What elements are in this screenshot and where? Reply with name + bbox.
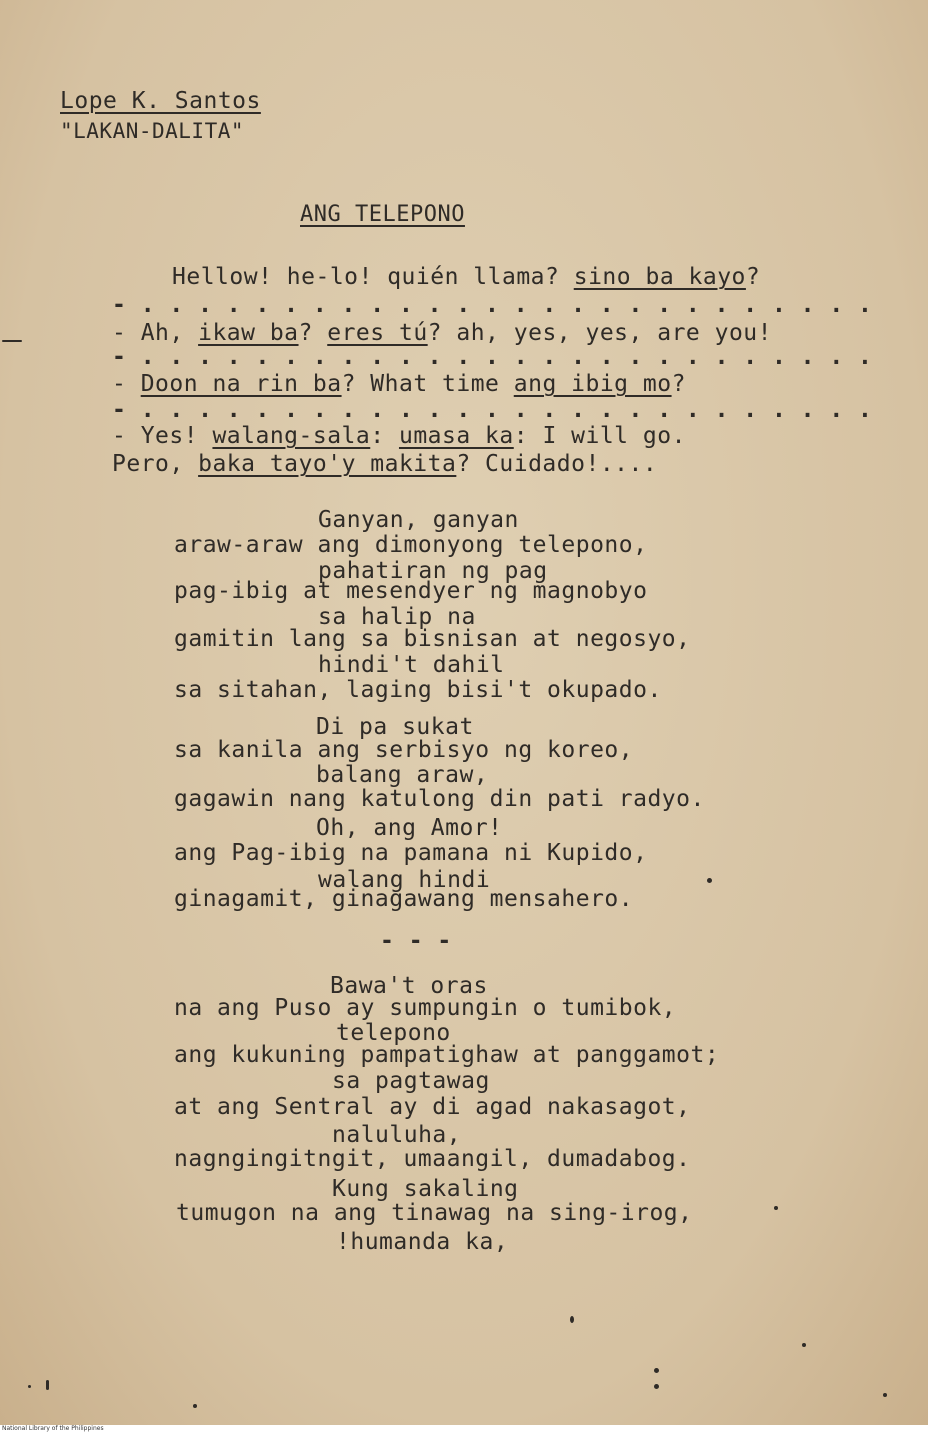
stanza-line: sa pagtawag	[332, 1068, 490, 1094]
stanza-line: Kung sakaling	[332, 1176, 519, 1202]
stanza-line: ginagamit, ginagawang mensahero.	[174, 886, 634, 912]
poem-title: ANG TELEPONO	[300, 202, 465, 227]
dialogue-text: - Yes!	[112, 423, 213, 449]
footer-credit: National Library of the Philippines	[2, 1425, 104, 1432]
dialogue-underlined: sino ba kayo	[573, 264, 746, 290]
stanza-line: sa kanila ang serbisyo ng koreo,	[174, 737, 634, 763]
dialogue-underlined: walang-sala	[212, 423, 371, 449]
stanza-line: Oh, ang Amor!	[316, 815, 503, 841]
dialogue-line-3	[112, 371, 686, 397]
ink-speck	[193, 1404, 197, 1408]
ink-speck	[802, 1343, 806, 1347]
section-separator: - - -	[380, 928, 452, 954]
dialogue-text: ?	[671, 371, 686, 397]
dialogue-text: ? What time	[341, 371, 514, 397]
dialogue-line-2	[112, 320, 772, 346]
dialogue-text: ? Cuidado!....	[456, 451, 658, 477]
dotted-separator: - . . . . . . . . . . . . . . . . . . . . . . . . . .	[112, 344, 873, 370]
dialogue-underlined: umasa ka	[398, 423, 514, 449]
dialogue-text: Pero,	[112, 451, 199, 477]
dialogue-text: :	[370, 423, 399, 449]
stanza-line: at ang Sentral ay di agad nakasagot,	[174, 1094, 691, 1120]
dialogue-text: ?	[745, 264, 761, 290]
ink-speck	[2, 340, 22, 342]
stanza-line: hindi't dahil	[318, 652, 505, 678]
dialogue-text: -	[112, 371, 141, 397]
stanza-line: gagawin nang katulong din pati radyo.	[174, 786, 705, 812]
ink-speck	[883, 1393, 887, 1397]
dialogue-underlined: baka tayo'y makita	[198, 451, 457, 477]
stanza-line: ang kukuning pampatighaw at panggamot;	[174, 1042, 720, 1068]
ink-speck	[570, 1316, 574, 1323]
dialogue-text: ? ah, yes, yes, are you!	[427, 320, 773, 346]
ink-speck	[28, 1385, 31, 1388]
dialogue-line-5	[112, 451, 657, 477]
stanza-line: Di pa sukat	[316, 714, 474, 740]
stanza-line: sa halip na	[318, 604, 476, 630]
stanza-line: pag-ibig at mesendyer ng magnobyo	[174, 578, 648, 604]
stanza-line: Bawa't oras	[330, 973, 488, 999]
dialogue-text: - Ah,	[112, 320, 199, 346]
stanza-line: naluluha,	[332, 1122, 462, 1148]
stanza-line: walang hindi	[318, 867, 491, 893]
dialogue-underlined: eres tú	[327, 320, 428, 346]
dialogue-underlined: Doon na rin ba	[140, 371, 342, 397]
pen-name: "LAKAN-DALITA"	[60, 119, 245, 143]
dialogue-text: ?	[298, 320, 328, 346]
dialogue-text: : I will go.	[513, 423, 686, 449]
dotted-separator: - . . . . . . . . . . . . . . . . . . . . . . . . . .	[112, 397, 873, 423]
dialogue-line-4	[112, 423, 686, 449]
stanza-line: nagngingitngit, umaangil, dumadabog.	[174, 1146, 691, 1172]
ink-speck	[46, 1380, 49, 1390]
stanza-line: balang araw,	[316, 762, 489, 788]
stanza-line: sa sitahan, laging bisi't okupado.	[174, 677, 662, 703]
dialogue-line-1	[172, 264, 760, 290]
stanza-line: gamitin lang sa bisnisan at negosyo,	[174, 626, 691, 652]
stanza-line: araw-araw ang dimonyong telepono,	[174, 532, 648, 558]
stanza-line: pahatiran ng pag	[318, 558, 548, 584]
stanza-line: tumugon na ang tinawag na sing-irog,	[176, 1200, 693, 1226]
dotted-separator: - . . . . . . . . . . . . . . . . . . . . . . . . . .	[112, 292, 873, 318]
stanza-line: na ang Puso ay sumpungin o tumibok,	[174, 995, 677, 1021]
stanza-line: telepono	[336, 1020, 451, 1046]
footer-bar	[0, 1425, 928, 1433]
ink-speck	[654, 1368, 659, 1373]
ink-speck	[774, 1206, 778, 1210]
stanza-line: !humanda ka,	[336, 1229, 509, 1255]
stanza-line: Ganyan, ganyan	[318, 507, 519, 533]
ink-speck	[654, 1384, 659, 1389]
author-name: Lope K. Santos	[60, 88, 261, 114]
dialogue-underlined: ang ibig mo	[513, 371, 672, 397]
stanza-line: ang Pag-ibig na pamana ni Kupido,	[174, 840, 648, 866]
dialogue-text: Hellow! he-lo! quién llama?	[172, 264, 574, 290]
ink-speck	[707, 878, 712, 883]
dialogue-underlined: ikaw ba	[198, 320, 299, 346]
